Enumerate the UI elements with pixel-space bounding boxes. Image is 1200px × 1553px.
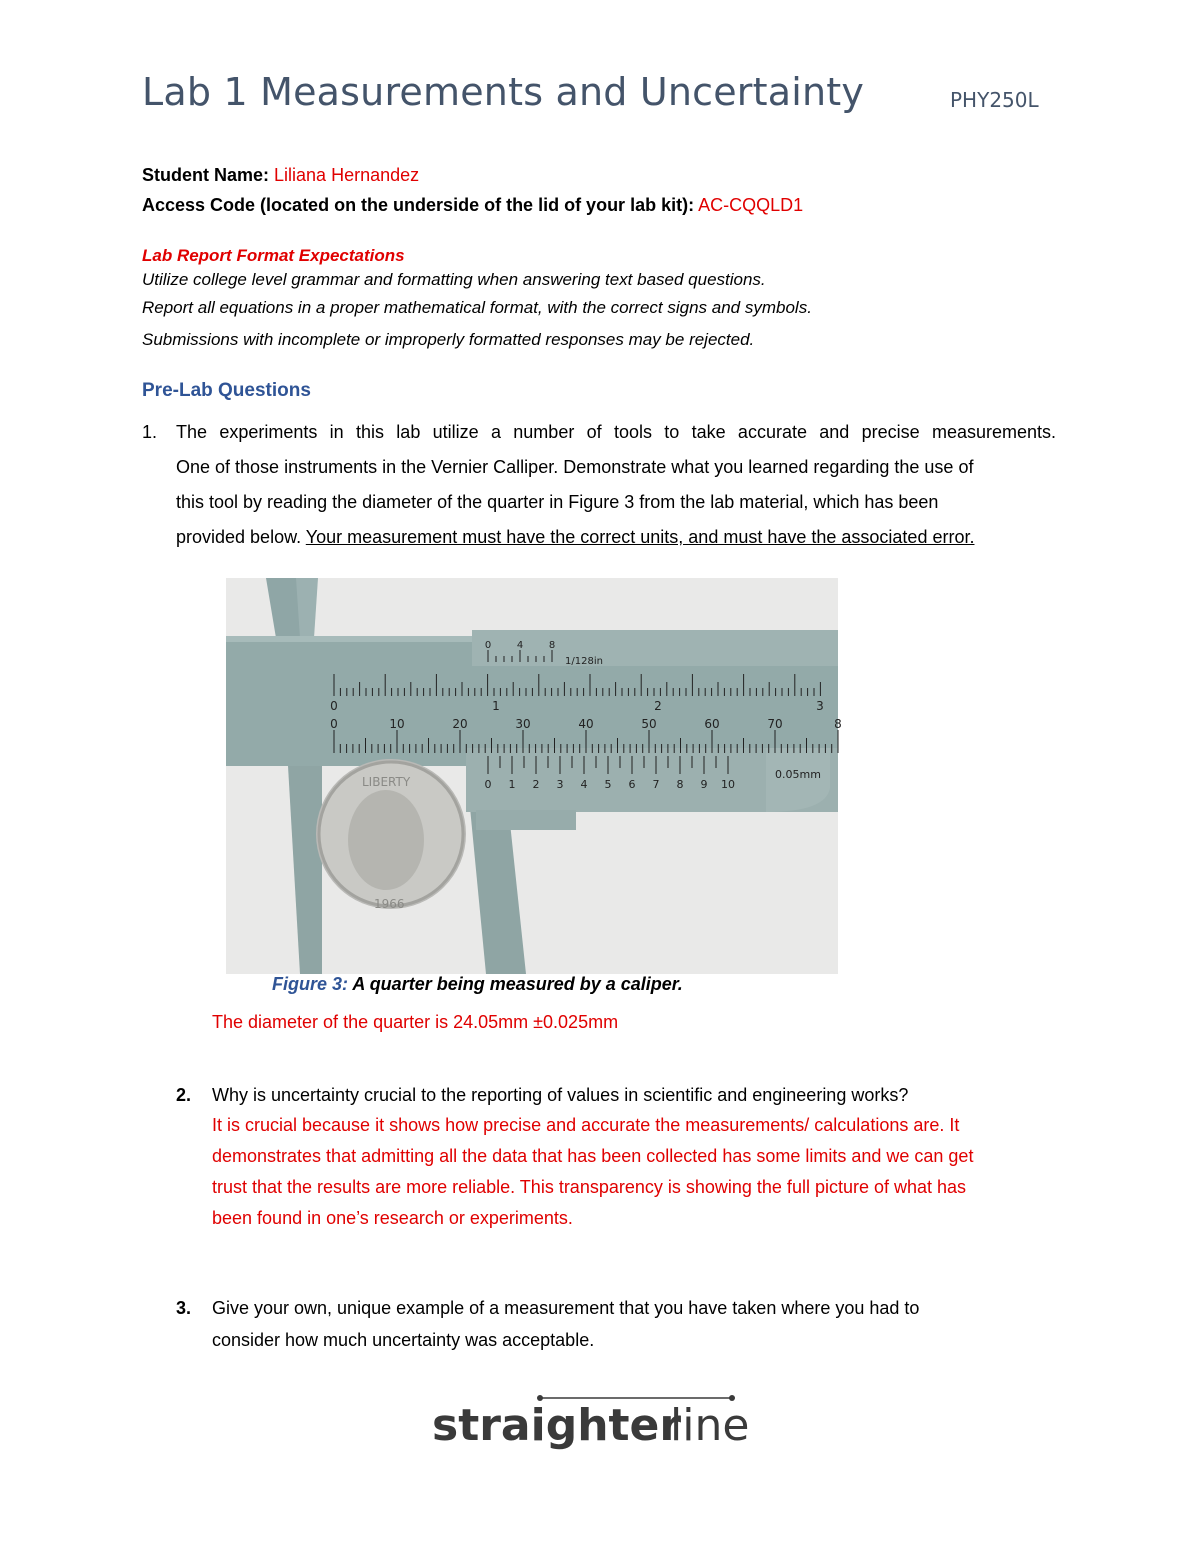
- question-1-requirement: Your measurement must have the correct units, and must have the associated error.: [305, 527, 975, 547]
- logo-light-text: line: [670, 1400, 750, 1451]
- question-2-answer-line-1: It is crucial because it shows how precise and accurate the measurements/ calculations are. It: [212, 1115, 960, 1135]
- scale-mm-label: 60: [704, 717, 720, 731]
- vernier-label: 3: [556, 778, 564, 791]
- scale-inch-label: 2: [654, 699, 662, 713]
- scale-top-unit: 1/128in: [565, 656, 603, 667]
- access-code-line: [142, 195, 803, 216]
- student-name-value: Liliana Hernandez: [274, 165, 420, 185]
- format-line-3: Submissions with incomplete or improperly formatted responses may be rejected.: [142, 330, 755, 349]
- vernier-label: 7: [652, 778, 660, 791]
- course-code: PHY250L: [950, 88, 1039, 112]
- access-code-label: Access Code (located on the underside of the lid of your lab kit):: [142, 195, 695, 215]
- vernier-label: 4: [580, 778, 588, 791]
- vernier-label: 8: [676, 778, 684, 791]
- vernier-label: 2: [532, 778, 540, 791]
- student-name-label: Student Name:: [142, 165, 270, 185]
- question-1-line-4-text: provided below.: [176, 527, 302, 547]
- coin-year-text: 1966: [374, 897, 405, 911]
- scale-mm-label: 50: [641, 717, 657, 731]
- question-2-answer-line-2: demonstrates that admitting all the data that has been collected has some limits and we can get: [212, 1146, 974, 1166]
- scale-mm-label: 20: [452, 717, 468, 731]
- vernier-label: 10: [721, 778, 735, 791]
- question-1-line-1: The experiments in this lab utilize a number of tools to take accurate and precise measurements.: [176, 422, 1056, 442]
- question-1-number: 1.: [142, 422, 158, 442]
- vernier-label: 9: [700, 778, 708, 791]
- format-heading: Lab Report Format Expectations: [142, 246, 405, 265]
- format-line-2: Report all equations in a proper mathematical format, with the correct signs and symbols.: [142, 298, 812, 317]
- question-1-line-3: this tool by reading the diameter of the quarter in Figure 3 from the lab material, which has been: [176, 492, 939, 512]
- scale-mm-label: 40: [578, 717, 594, 731]
- question-2-answer-line-3: trust that the results are more reliable. This transparency is showing the full picture of what has: [212, 1177, 967, 1197]
- scale-mm-label: 70: [767, 717, 783, 731]
- scale-mm-label: 0: [330, 717, 338, 731]
- scale-top-label: 8: [548, 640, 556, 651]
- access-code-value: AC-CQQLD1: [698, 195, 804, 215]
- scale-inch-label: 0: [330, 699, 338, 713]
- scale-mm-label: 8: [834, 717, 842, 731]
- format-line-1: Utilize college level grammar and formatting when answering text based questions.: [142, 270, 766, 289]
- scale-top-label: 4: [516, 640, 524, 651]
- caliper-photo: [226, 578, 842, 974]
- question-1-answer: The diameter of the quarter is 24.05mm ±0.025mm: [212, 1012, 619, 1032]
- vernier-label: 1: [508, 778, 516, 791]
- question-3-line-2: consider how much uncertainty was acceptable.: [212, 1330, 595, 1350]
- prelab-heading: Pre-Lab Questions: [142, 380, 311, 401]
- caliper-illustration: [226, 578, 842, 974]
- coin-top-text: LIBERTY: [362, 775, 411, 789]
- scale-inch-label: 3: [816, 699, 824, 713]
- vernier-label: 6: [628, 778, 636, 791]
- question-3-line-1: Give your own, unique example of a measurement that you have taken where you had to: [212, 1298, 920, 1318]
- question-1-line-2: One of those instruments in the Vernier Calliper. Demonstrate what you learned regarding the use of: [176, 457, 974, 477]
- question-1-line-4: [176, 527, 974, 548]
- vernier-unit: 0.05mm: [775, 768, 821, 781]
- figure-label: Figure 3:: [272, 974, 349, 994]
- question-2-number: 2.: [176, 1085, 192, 1105]
- question-2-text: Why is uncertainty crucial to the reporting of values in scientific and engineering works?: [212, 1085, 909, 1105]
- vernier-label: 5: [604, 778, 612, 791]
- scale-top-label: 0: [484, 640, 492, 651]
- scale-mm-label: 10: [389, 717, 405, 731]
- scale-inch-label: 1: [492, 699, 500, 713]
- scale-mm-label: 30: [515, 717, 531, 731]
- question-2-answer-line-4: been found in one’s research or experiments.: [212, 1208, 573, 1228]
- logo-bold-text: straighter: [432, 1400, 682, 1451]
- document-title: Lab 1 Measurements and Uncertainty: [142, 70, 865, 114]
- student-name-line: [142, 165, 419, 186]
- figure-caption: [272, 974, 683, 995]
- vernier-label: 0: [484, 778, 492, 791]
- straighterline-logo: [432, 1390, 762, 1460]
- question-3-number: 3.: [176, 1298, 192, 1318]
- figure-caption-text: A quarter being measured by a caliper.: [352, 974, 683, 994]
